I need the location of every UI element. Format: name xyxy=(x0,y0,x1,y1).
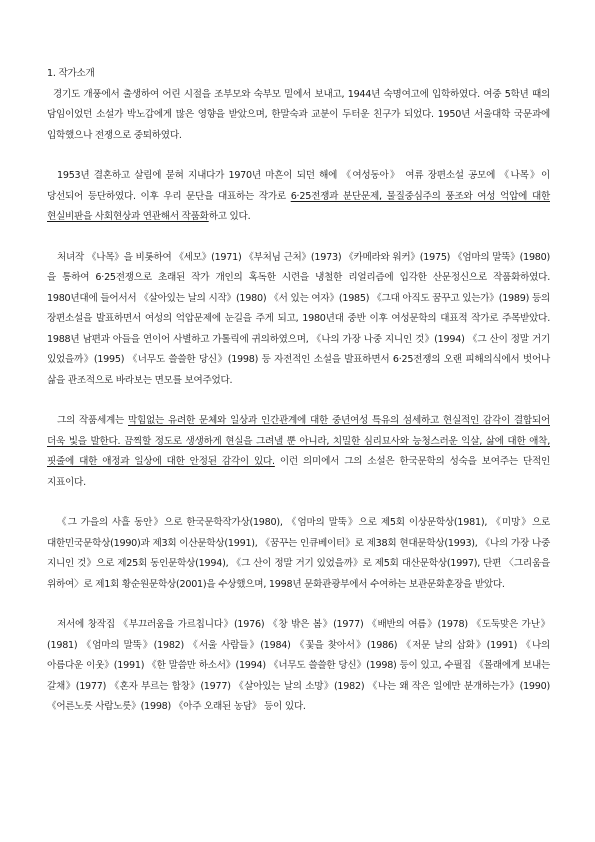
paragraph-debut-tail: 하고 있다. xyxy=(208,211,251,222)
paragraph-debut-text: 1953년 결혼하고 살림에 묻혀 지내다가 1970년 마흔이 되던 해에 《여성동아》 여류 장편소설 공모에 《나목》이 당선되어 등단하였다. 이후 우리 문단을 대표하는 작가로 xyxy=(47,170,550,202)
paragraph-bibliography: 저서에 창작집 《부끄러움을 가르칩니다》(1976) 《창 밖은 봄》(1977) 《배반의 여름》(1978) 《도둑맞은 가난》(1981) 《엄마의 말뚝》(1982) 《서울 사람들》(1984) 《꽃을 찾아서》(1986) 《저문 날의 삽화》(1991) 《나의 아름다운 이웃》(1991) 《한 말씀만 하소서》(1994) 《너무도 쓸쓸한 당신》(1998) 등이 있고, 수필집 《몰래에게 보내는 갈채》(1977) 《혼자 부르는 합창》(1977) 《살아있는 날의 소망》(1982) 《나는 왜 작은 일에만 분개하는가》(1990) 《어른노릇 사람노릇》(1998) 《아주 오래된 농담》 등이 있다. xyxy=(47,619,550,712)
paragraph-style-tail: 이런 의미에서 그의 소설은 한국문학의 성숙을 보여주는 단적인 지표이다. xyxy=(47,456,550,488)
paragraph-debut xyxy=(47,166,550,228)
underlined-theme-text: 6·25전쟁과 분단문제, 물질중심주의 풍조와 여성 억압에 대한 현실비판을 사회현상과 연관해서 작품화 xyxy=(47,190,550,222)
paragraph-early-life: 경기도 개풍에서 출생하여 어린 시절을 조부모와 숙부모 밑에서 보내고, 1944년 숙명여고에 입학하였다. 여중 5학년 때의 담임이었던 소설가 박노갑에게 많은 영향을 받았으며, 한말숙과 교분이 두터운 친구가 되었다. 1950년 서울대학 국문과에 입학했으나 전쟁으로 중퇴하였다. xyxy=(47,88,550,141)
paragraph-style xyxy=(47,411,550,493)
underlined-style-text: 막힘없는 유려한 문체와 일상과 인간관계에 대한 중년여성 특유의 섬세하고 현실적인 감각이 결합되어 더욱 빛을 발한다. 끔찍할 정도로 생생하게 현실을 그려낼 뿐 아니라, 치밀한 심리묘사와 능청스러운 익살, 삶에 대한 애착, 핏줄에 대한 애정과 일상에 대한 안정된 감각이 있다. xyxy=(47,415,550,467)
section-heading: 1. 작가소개 xyxy=(47,68,95,79)
paragraph-works: 처녀작 《나목》을 비롯하여 《세모》(1971) 《부처님 근처》(1973) 《카메라와 워커》(1975) 《엄마의 말뚝》(1980)을 통하여 6·25전쟁으로 초래된 작가 개인의 혹독한 시련을 냉철한 리얼리즘에 입각한 산문정신으로 작품화하였다. 1980년대에 들어서서 《살아있는 날의 시작》(1980) 《서 있는 여자》(1985) 《그대 아직도 꿈꾸고 있는가》(1989) 등의 장편소설을 발표하면서 여성의 억압문제에 눈길을 주게 되고, 1980년대 중반 이후 여성문학의 대표적 작가로 주목받았다. 1988년 남편과 아들을 연이어 사별하고 가톨릭에 귀의하였으며, 《나의 가장 나중 지니인 것》(1994) 《그 산이 정말 거기 있었을까》(1995) 《너무도 쓸쓸한 당신》(1998) 등 자전적인 소설을 발표하면서 6·25전쟁의 오랜 피해의식에서 벗어나 삶을 관조적으로 바라보는 면모를 보여주었다. xyxy=(47,251,550,386)
paragraph-style-lead: 그의 작품세계는 xyxy=(57,415,128,426)
document-page xyxy=(47,64,550,738)
paragraph-awards: 《그 가을의 사흘 동안》으로 한국문학작가상(1980), 《엄마의 말뚝》으로 제5회 이상문학상(1981), 《미망》으로 대한민국문학상(1990)과 제3회 이산문학상(1991), 《꿈꾸는 인큐베이터》로 제38회 현대문학상(1993), 《나의 가장 나중 지니인 것》으로 제25회 동인문학상(1994), 《그 산이 정말 거기 있었을까》로 제5회 대산문학상(1997), 단편 〈그리움을 위하여〉로 제1회 황순원문학상(2001)을 수상했으며, 1998년 문화관광부에서 수여하는 보관문화훈장을 받았다. xyxy=(47,517,550,590)
